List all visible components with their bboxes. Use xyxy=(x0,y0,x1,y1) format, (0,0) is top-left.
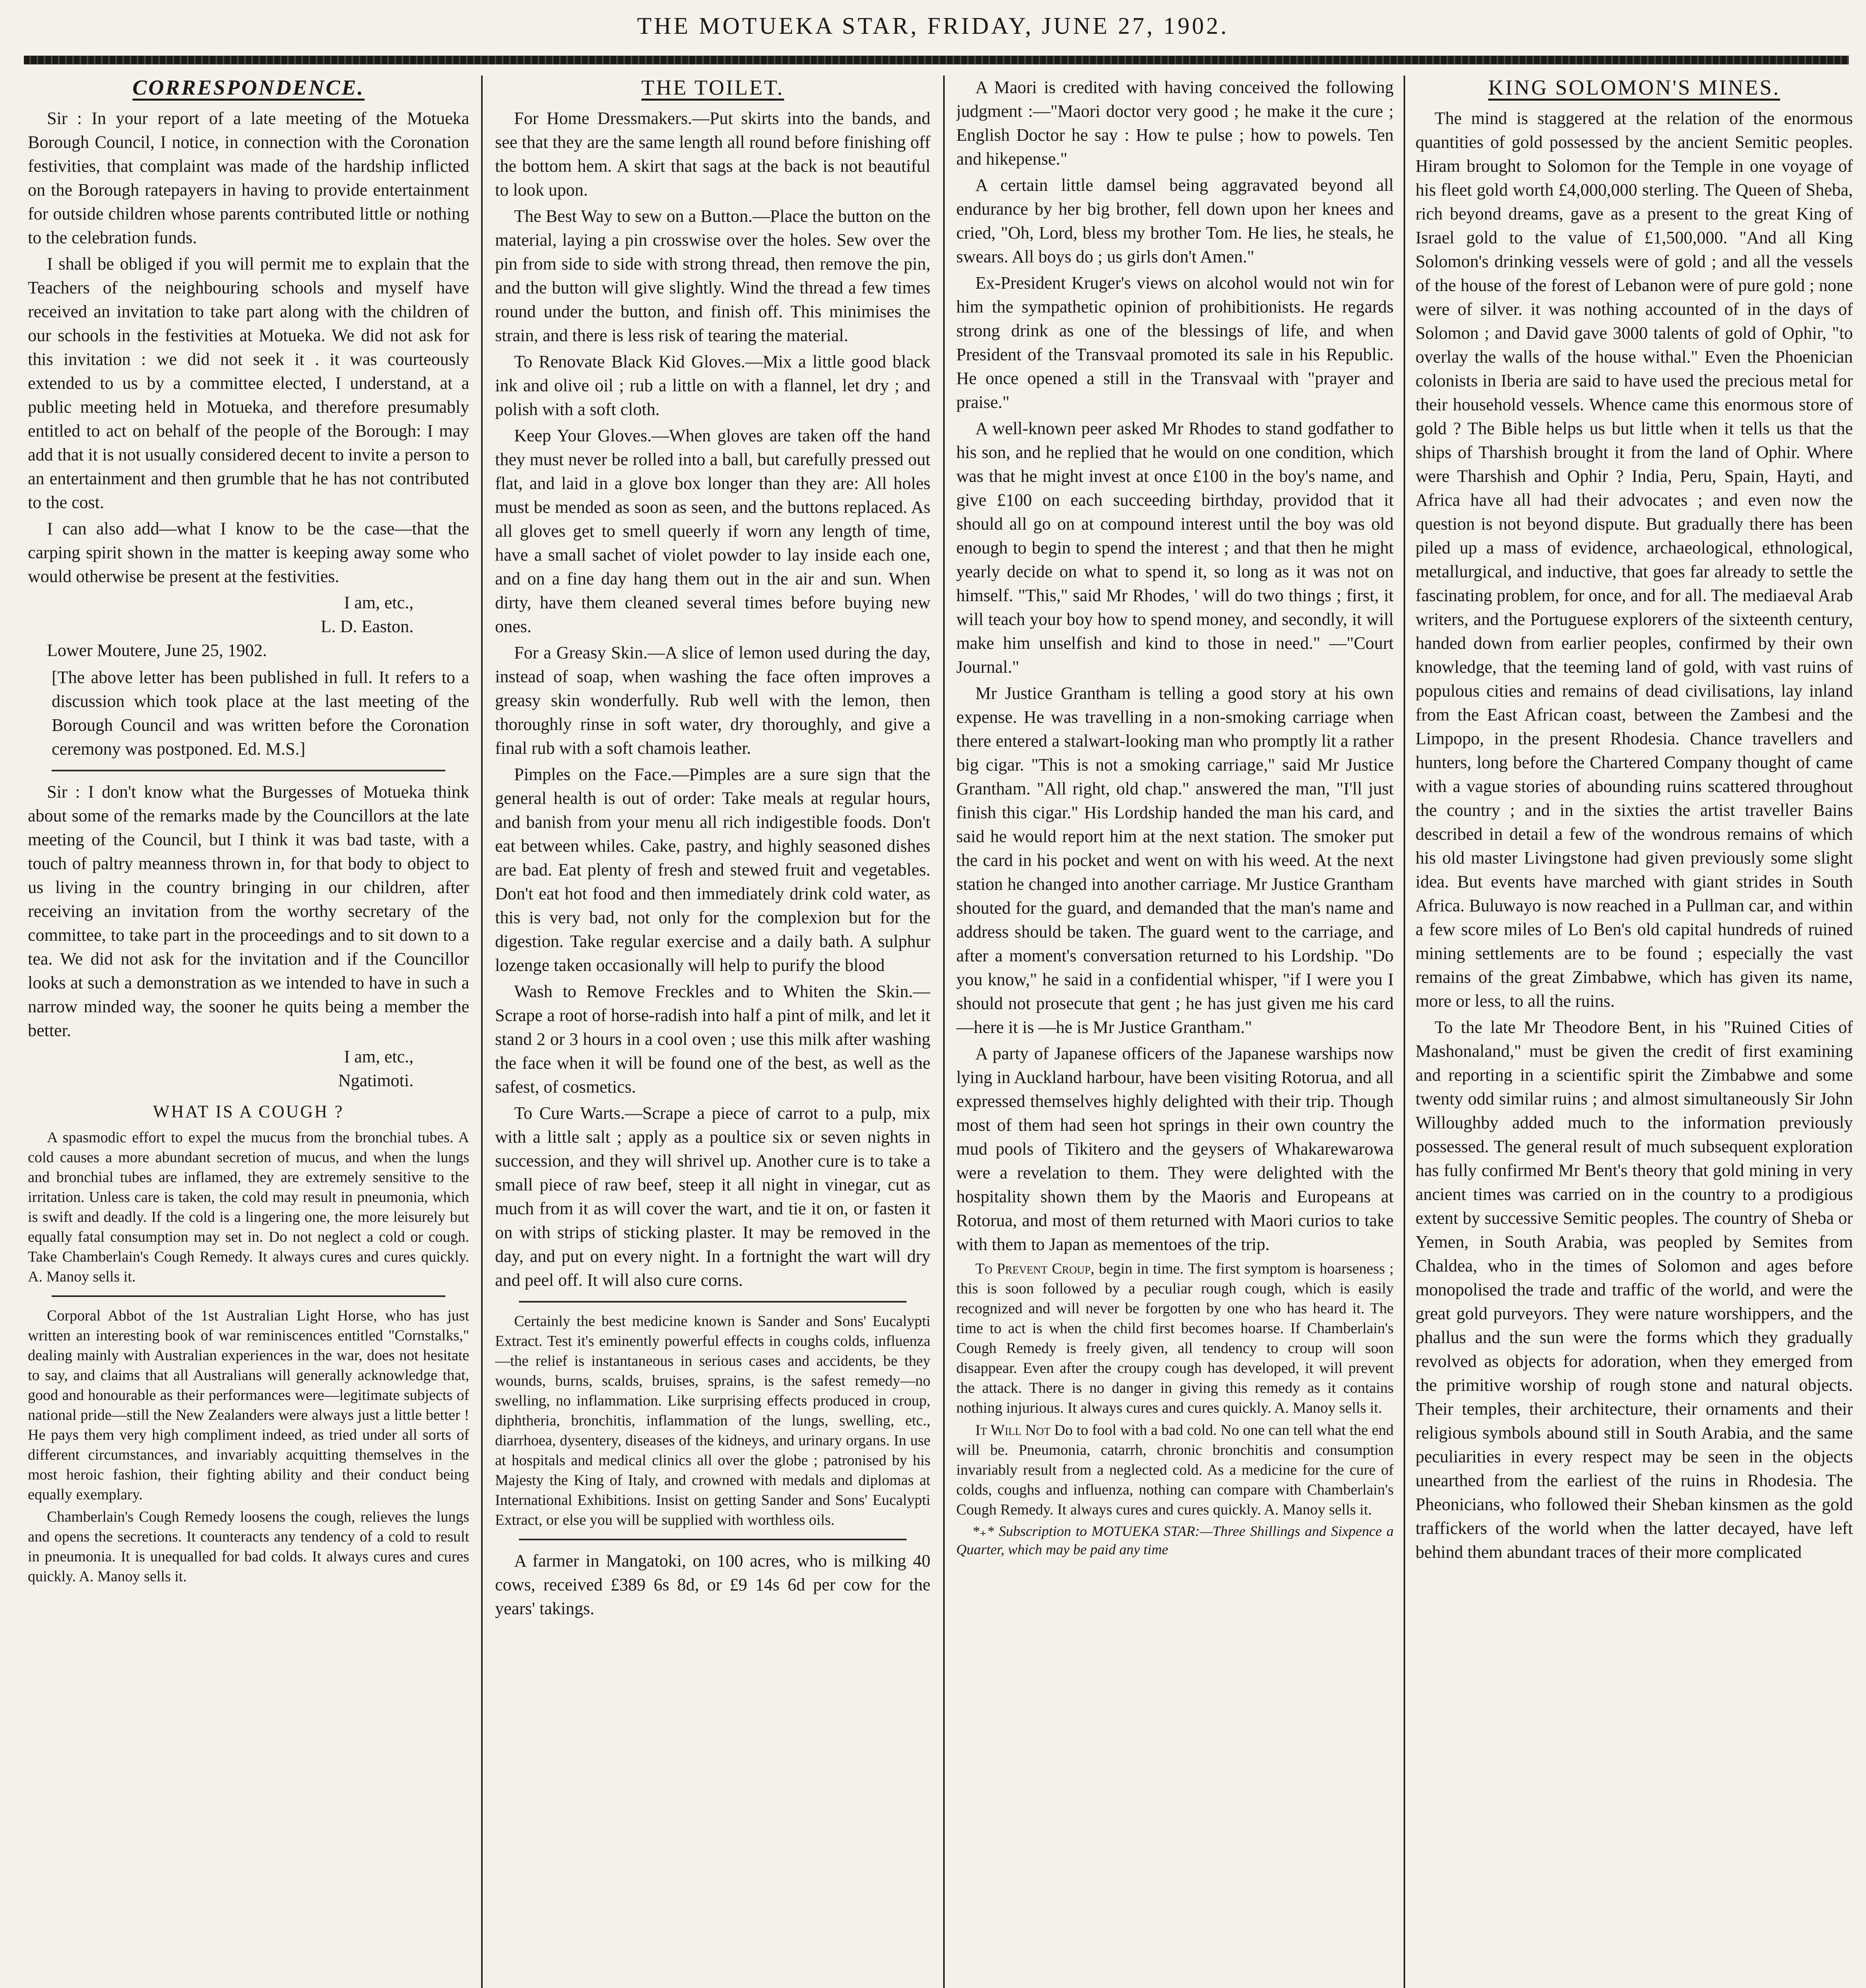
abbot-article: Corporal Abbot of the 1st Australian Light Horse, who has just written an interesting book of war reminiscences entitled "Cornstalks," dealing mainly with Australian experiences in the war, does not hesitate to say, and claims that all Australians will generally acknowledge that, good and honourable as their performances were—legitimate subjects of national pride—still the New Zealanders were always just a little better ! He pays them very high compliment indeed, as tried under all sorts of different circumstances, and invariably acquitting themselves in the most heroic fashion, their fighting ability and their conduct being equally exemplary. xyxy=(28,1307,469,1503)
separator xyxy=(52,770,445,771)
editor-note: [The above letter has been published in full. It refers to a discussion which took place at the last meeting of the Borough Council and was written before the Coronation ceremony was postponed. Ed. M.S.] xyxy=(52,668,469,759)
cough-notice: A spasmodic effort to expel the mucus from the bronchial tubes. A cold causes a more abundant secretion of mucus, and when the lungs and bronchial tubes are inflamed, they are extremely sensitive to the irritation. Unless care is taken, the cold may result in pneumonia, which is swift and deadly. If the cold is a lingering one, the more leisurely but equally fatal consumption may set in. Do not neglect a cold or cough. Take Chamberlain's Cough Remedy. It always cures and cures quickly. A. Manoy sells it. xyxy=(28,1129,469,1285)
letter2-signature: Ngatimoti. xyxy=(338,1071,414,1090)
letter1-signature: L. D. Easton. xyxy=(320,617,414,636)
toilet-paragraph: To Renovate Black Kid Gloves.—Mix a little good black ink and olive oil ; rub a little on with a flannel, let dry ; and polish with a soft cloth. xyxy=(495,352,930,419)
section-heading-toilet: THE TOILET. xyxy=(641,76,784,99)
masthead: THE MOTUEKA STAR, FRIDAY, JUNE 27, 1902. xyxy=(637,13,1229,39)
toilet-paragraph: Pimples on the Face.—Pimples are a sure sign that the general health is out of order: Take meals at regular hours, and banish from your menu all rich indigestible foods. Don't eat between whiles. Cake, pastry, and highly seasoned dishes are bad. Eat plenty of fresh and stewed fruit and vegetables. Don't eat hot food and then immediately drink cold water, as this is very bad, not only for the complexion but for the digestion. Take regular exercise and a daily bath. A sulphur lozenge taken occasionally will help to purify the blood xyxy=(495,765,930,975)
letter1-paragraph: I shall be obliged if you will permit me to explain that the Teachers of the neighbouring schools and myself have received an invitation to take part along with the children of our schools in the festivities at Motueka. We did not ask for this invitation : we did not seek it . it was courteously extended to us by a committee elected, I understand, at a public meeting held in Motueka, and therefore presumably entitled to act on behalf of the people of the Borough: I may add that it is not usually considered decent to invite a person to an entertainment and then grumble that he has not contributed to the cost. xyxy=(28,254,469,512)
letter1-dateline: Lower Moutere, June 25, 1902. xyxy=(47,641,267,660)
misc-paragraph: A Maori is credited with having conceived the following judgment :—"Maori doctor very good ; he make it the cure ; English Doctor he say : How te pulse ; how to powels. Ten and hikepense." xyxy=(956,78,1394,169)
column-divider xyxy=(481,76,483,1988)
section-heading-correspondence: CORRESPONDENCE. xyxy=(132,76,365,99)
eucalypti-advert: Certainly the best medicine known is Sander and Sons' Eucalypti Extract. Test it's eminently powerful effects in coughs colds, influenza—the relief is instantaneous in serious cases and accidents, be they wounds, burns, scalds, bruises, sprains, is the safest remedy—no swelling, no inflammation. Like surprising effects produced in croup, diphtheria, bronchitis, inflammation of the lungs, swelling, etc., diarrhoea, dysentery, diseases of the kidneys, and urinary organs. In use at hospitals and medical clinics all over the globe ; patronised by his Majesty the King of Italy, and crowned with medals and diplomas at International Exhibitions. Insist on getting Sander and Sons' Eucalypti Extract, or else you will be supplied with worthless oils. xyxy=(495,1313,930,1528)
letter1-paragraph: Sir : In your report of a late meeting of the Motueka Borough Council, I notice, in connection with the Coronation festivities, that complaint was made of the hardship inflicted on the Borough ratepayers in having to provide entertainment for outside children whose parents contributed little or nothing to the celebration funds. xyxy=(28,109,469,247)
separator xyxy=(519,1539,907,1540)
letter1-closing: I am, etc., xyxy=(344,593,414,612)
mines-paragraph: The mind is staggered at the relation of the enormous quantities of gold possessed by the ancient Semitic peoples. Hiram brought to Solomon for the Temple in one voyage of his fleet gold worth £4,000,000 sterling. The Queen of Sheba, rich beyond dreams, gave as a present to the great King of Israel gold to the value of £1,500,000. "And all King Solomon's drinking vessels were of gold ; and all the vessels of the house of the forest of Lebanon were of pure gold ; none were of silver. it was nothing accounted of in the days of Solomon ; and David gave 3000 talents of gold of Ophir, "to overlay the walls of the house withal." Even the Phoenician colonists in Iberia are said to have used the precious metal for their household vessels. Whence came this enormous store of gold ? The Bible helps us but little when it tells us that the ships of Tharshish brought it from the land of Ophir. Where were Tharshish and Ophir ? India, Peru, Spain, Hayti, and Africa have all had their advocates ; and even now the question is not beyond dispute. But gradually there has been piled up a mass of evidence, archaeological, ethnological, metallurgical, and inductive, that goes far already to settle the fascinating problem, for once, and for all. The mediaeval Arab writers, and the Portuguese explorers of the sixteenth century, handed down from earlier peoples, confirmed by their own knowledge, that the teeming land of gold, with vast ruins of populous cities and remains of dead civilisations, lay inland from the East African coast, between the Zambesi and the Limpopo, in the present Rhodesia. Chance travellers and hunters, long before the Chartered Company thought of came with a vague stories of abounding ruins scattered throughout the country ; and in the sixties the artist traveller Bains described in detail a few of the wondrous remains of which his old master Livingstone had given previously some slight idea. But events have marched with giant strides in South Africa. Buluwayo is now reached in a Pullman car, and within a few score miles of Lo Ben's old capital hundreds of ruined mining settlements are to be found ; especially the vast remains of the great Zimbabwe, which has given its name, more or less, to all the ruins. xyxy=(1416,109,1853,1011)
column-divider xyxy=(943,76,945,1988)
letter2-paragraph: Sir : I don't know what the Burgesses of Motueka think about some of the remarks made by the Councillors at the late meeting of the Council, but I think it was bad taste, with a touch of paltry meanness thrown in, for that body to object to us living in the country bringing in our children, after receiving an invitation from the worthy secretary of the committee, to take part in the proceedings and to sit down to a tea. We did not ask for the invitation and if the Councillor looks at such a demonstration as we intended to have in such a narrow minded way, the sooner he quits being a member the better. xyxy=(28,782,469,1040)
toilet-paragraph: To Cure Warts.—Scrape a piece of carrot to a pulp, mix with a little salt ; apply as a poultice six or seven nights in succession, and they will shrivel up. Another cure is to take a small piece of raw beef, steep it all night in vinegar, cut as much from it as will cover the wart, and tie it on, or fasten it on with strips of sticking plaster. It may be removed in the day, and put on every night. In a fortnight the wart will dry and peel off. It will also cure corns. xyxy=(495,1103,930,1290)
misc-paragraph: A party of Japanese officers of the Japanese warships now lying in Auckland harbour, have been visiting Rotorua, and all expressed themselves highly delighted with their trip. Though most of them had seen hot springs in their own country the mud pools of Tikitero and the geysers of Whakarewarowa were a revelation to them. They were delighted with the hospitality shown them by the Maoris and Europeans at Rotorua, and most of them returned with Maori curios to take with them to Japan as mementoes of the trip. xyxy=(956,1044,1394,1254)
separator xyxy=(519,1301,907,1303)
letter1-paragraph: I can also add—what I know to be the case—that the carping spirit shown in the matter is keeping away some who would otherwise be present at the festivities. xyxy=(28,519,469,586)
toilet-paragraph: Keep Your Gloves.—When gloves are taken off the hand they must never be rolled into a ball, but carefully pressed out flat, and laid in a glove box longer than they are: All holes must be mended as soon as seen, and the buttons replaced. As all gloves get to smell queerly if worn any length of time, have a small sachet of violet powder to lay inside each one, and on a fine day hang them out in the air and sun. When dirty, have them cleaned several times before buying new ones. xyxy=(495,426,930,636)
letter2-closing: I am, etc., xyxy=(344,1047,414,1066)
masthead-rule xyxy=(24,56,1849,64)
misc-paragraph: Mr Justice Grantham is telling a good story at his own expense. He was travelling in a non-smoking carriage when there entered a stalwart-looking man who promptly lit a rather big cigar. "This is not a smoking carriage," said Mr Justice Grantham. "All right, old chap." answered the man, "I'll just finish this cigar." His Lordship handed the man his card, and said he would report him at the next station. The smoker put the card in his pocket and went on with his weed. At the next station he changed into another carriage. Mr Justice Grantham shouted for the guard, and demanded that the man's name and address should be taken. The guard went to the carriage, and after a moment's conversation returned to his Lordship. "Do you know," he said in a confidential whisper, "if I were you I should not prosecute that gent ; he has just given me his card—here it is —he is Mr Justice Grantham." xyxy=(956,683,1394,1037)
toilet-paragraph: Wash to Remove Freckles and to Whiten the Skin.—Scrape a root of horse-radish into half a pint of milk, and let it stand 2 or 3 hours in a cool oven ; use this milk after washing the face when it will be found one of the best, as well as the safest, of cosmetics. xyxy=(495,982,930,1097)
croup-notice xyxy=(956,1259,1394,1418)
misc-paragraph: A certain little damsel being aggravated beyond all endurance by her big brother, fell down upon her knees and cried, "Oh, Lord, bless my brother Tom. He lies, he steals, he swears. All boys do ; us girls don't Amen." xyxy=(956,175,1394,266)
section-heading-cough: WHAT IS A COUGH ? xyxy=(153,1102,344,1121)
croup-lead: To Prevent Croup, xyxy=(975,1260,1095,1277)
subscription-notice: *₊* Subscription to MOTUEKA STAR:—Three Shillings and Sixpence a Quarter, which may be paid any time xyxy=(956,1523,1394,1557)
column-divider xyxy=(1404,76,1405,1988)
column-correspondence xyxy=(28,76,469,1988)
cold-text: Do to fool with a bad cold. No one can tell what the end will be. Pneumonia, catarrh, chronic bronchitis and consumption invariably result from a neglected cold. As a medicine for the cure of colds, coughs and influenza, nothing can compare with Chamberlain's Cough Remedy. It always cures and cures quickly. A. Manoy sells it. xyxy=(956,1422,1394,1518)
croup-text: begin in time. The first symptom is hoarseness ; this is soon followed by a peculiar rough cough, which is easily recognized and will never be forgotten by one who has heard it. The time to act is when the child first becomes hoarse. If Chamberlain's Cough Remedy is freely given, all tendency to croup will soon disappear. Even after the croupy cough has developed, it will prevent the attack. There is no danger in giving this remedy as it contains nothing injurious. It always cures and cures quickly. A. Manoy sells it. xyxy=(956,1260,1394,1416)
remedy-notice: Chamberlain's Cough Remedy loosens the cough, relieves the lungs and opens the secretions. It counteracts any tendency of a cold to result in pneumonia. It is unequalled for bad colds. It always cures and cures quickly. A. Manoy sells it. xyxy=(28,1508,469,1585)
section-heading-mines: KING SOLOMON'S MINES. xyxy=(1488,76,1781,99)
misc-paragraph: A well-known peer asked Mr Rhodes to stand godfather to his son, and he replied that he would on one condition, which was that he might invest at once £100 in the boy's name, and give £100 on each succeeding birthday, providod that it should all go on at compound interest until the boy was old enough to begin to spend the interest ; and that then he might yearly decide on what to spend it, so long as it was not on himself. "This," said Mr Rhodes, ' will do two things ; first, it will teach your boy how to spend money, and secondly, it will make him unselfish and kind to those in need." —"Court Journal." xyxy=(956,419,1394,677)
cold-lead: It Will Not xyxy=(975,1422,1050,1439)
misc-paragraph: Ex-President Kruger's views on alcohol would not win for him the sympathetic opinion of prohibitionists. He regards strong drink as one of the blessings of life, and when President of the Transvaal promoted its sale in his Republic. He once opened a still in the Transvaal with "prayer and praise." xyxy=(956,273,1394,412)
column-miscellany xyxy=(956,76,1394,1988)
farmer-item: A farmer in Mangatoki, on 100 acres, who is milking 40 cows, received £389 6s 8d, or £9 14s 6d per cow for the years' takings. xyxy=(495,1551,930,1618)
mines-paragraph: To the late Mr Theodore Bent, in his "Ruined Cities of Mashonaland," must be given the credit of first examining and reporting in a scientific spirit the Zimbabwe and some twenty odd similar ruins ; and almost simultaneously Sir John Willoughby added much to the information previously possessed. The general result of much subsequent exploration has fully confirmed Mr Bent's theory that gold mining in very ancient times was carried on in the country to a prodigious extent by successive Semitic peoples. The country of Sheba or Yemen, in South Arabia, was peopled by Semites from Chaldea, who in the times of Solomon and ages before monopolised the trade and traffic of the world, and were the great gold purveyors. They were nature worshippers, and the phallus and the sun were the forms which they gradually revolved as objects for adoration, when they emerged from the primitive worship of rough stone and natural objects. Their temples, their architecture, their ornaments and their religious symbols abound still in South Arabia, and the same peculiarities in every respect may be seen in the objects unearthed from the earliest of the ruins in Rhodesia. The Pheonicians, who followed their Sheban kinsmen as the gold traffickers of the world when the latter decayed, have left behind them abundant traces of their more complicated xyxy=(1416,1017,1853,1562)
toilet-paragraph: The Best Way to sew on a Button.—Place the button on the material, laying a pin crosswise over the holes. Sew over the pin from side to side with strong thread, then remove the pin, and the button will give slightly. Wind the thread a few times round under the button, and finish off. This minimises the strain, and there is less risk of tearing the material. xyxy=(495,206,930,345)
toilet-paragraph: For Home Dressmakers.—Put skirts into the bands, and see that they are the same length all round before finishing off the bottom hem. A skirt that sags at the back is not beautiful to look upon. xyxy=(495,109,930,200)
column-toilet xyxy=(495,76,930,1988)
column-king-solomons-mines xyxy=(1416,76,1853,1988)
toilet-paragraph: For a Greasy Skin.—A slice of lemon used during the day, instead of soap, when washing the face often improves a greasy skin wonderfully. Rub well with the lemon, then thoroughly rinse in soft water, dry thoroughly, and give a final rub with a soft chamois leather. xyxy=(495,643,930,758)
cold-notice xyxy=(956,1420,1394,1520)
separator xyxy=(52,1295,445,1297)
